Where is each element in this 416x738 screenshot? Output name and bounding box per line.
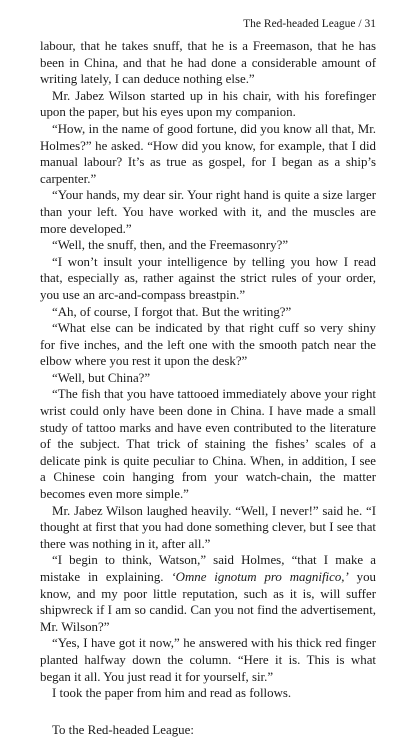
paragraph-text: you know, and my poor little reputation, such as it is, will suffer shipwreck if I am so candid. Can you not find the advertisement, Mr. Wilson?” <box>40 570 376 634</box>
paragraph: “Well, the snuff, then, and the Freemasonry?” <box>52 238 289 253</box>
paragraph: “The fish that you have tattooed immediately above your right wrist could only have been done in China. I have made a small study of tattoo marks and have even contributed to the literature of the subject. That trick of staining the fishes’ scales of a delicate pink is quite peculiar to China. When, in addition, I see a Chinese coin hanging from your watch-chain, the matter becomes even more simple.” <box>40 387 376 502</box>
paragraph-text: “I begin to think, Watson,” said Holmes, “that I make a mistake in explaining. <box>40 553 376 584</box>
paragraph: “Your hands, my dear sir. Your right hand is quite a size larger than your left. You have worked with it, and the muscles are more developed.” <box>40 188 376 236</box>
latin-quote: ‘Omne ignotum pro magnifico,’ <box>171 570 349 584</box>
body-text <box>40 38 376 738</box>
running-head <box>243 17 376 31</box>
paragraph: “How, in the name of good fortune, did you know all that, Mr. Holmes?” he asked. “How did you know, for example, that I did manual labour? It’s as true as gospel, for I began as a ship’s carpenter.” <box>40 121 376 186</box>
paragraph: “What else can be indicated by that right cuff so very shiny for five inches, and the left one with the smooth patch near the elbow where you rest it upon the desk?” <box>40 321 376 369</box>
paragraph <box>40 552 376 635</box>
paragraph: “Yes, I have got it now,” he answered with his thick red finger planted halfway down the column. “Here it is. This is what began it all. You just read it for yourself, sir.” <box>40 636 376 684</box>
paragraph: “I won’t insult your intelligence by telling you how I read that, especially as, rather against the strict rules of your order, you use an arc-and-compass breastpin.” <box>40 254 376 302</box>
running-title: The Red-headed League <box>243 18 356 30</box>
paragraph: labour, that he takes snuff, that he is a Freemason, that he has been in China, and that he had done a considerable amount of writing lately, I can deduce nothing else.” <box>40 39 376 87</box>
paragraph: I took the paper from him and read as follows. <box>52 686 292 701</box>
paragraph: Mr. Jabez Wilson started up in his chair, with his forefinger upon the paper, but his eyes upon my companion. <box>40 88 376 120</box>
paragraph: “Well, but China?” <box>52 370 151 385</box>
page-number: 31 <box>364 18 376 30</box>
paragraph: Mr. Jabez Wilson laughed heavily. “Well, I never!” said he. “I thought at first that you had done something clever, but I see that there was nothing in it, after all.” <box>40 503 376 551</box>
advertisement-heading: To the Red-headed League: <box>52 722 194 737</box>
paragraph: “Ah, of course, I forgot that. But the writing?” <box>52 304 292 319</box>
header-separator: / <box>358 18 362 30</box>
